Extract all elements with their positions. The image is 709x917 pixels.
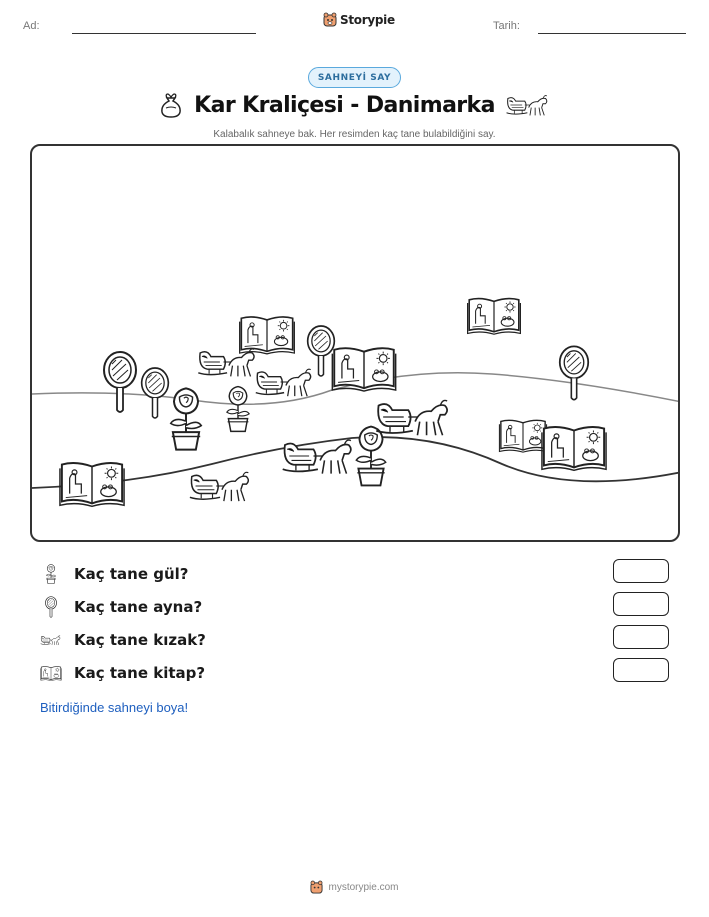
brand-logo <box>323 12 395 28</box>
title-row <box>0 92 709 118</box>
book-4 <box>499 420 546 452</box>
page-title: Kar Kraliçesi - Danimarka <box>194 92 495 118</box>
name-line[interactable] <box>72 33 256 34</box>
sack-icon <box>158 92 184 118</box>
rose-1 <box>171 388 202 449</box>
book-2 <box>332 348 395 391</box>
sleigh-4 <box>283 440 351 474</box>
mirror-4 <box>560 346 588 399</box>
footer <box>0 880 709 895</box>
sleigh-3 <box>376 400 447 435</box>
scene-drawing <box>32 146 680 542</box>
bear-logo-icon <box>323 12 337 28</box>
question-row-rose <box>40 562 189 586</box>
question-label: Kaç tane ayna? <box>74 598 203 616</box>
sleigh-title-icon <box>505 92 551 118</box>
date-label: Tarih: <box>493 20 520 32</box>
footer-url[interactable]: mystorypie.com <box>328 882 399 893</box>
rose-pot-icon <box>40 563 62 585</box>
rose-3 <box>356 427 385 486</box>
rose-2 <box>227 387 249 432</box>
mirror-icon <box>40 596 62 618</box>
mirror-2 <box>142 368 169 418</box>
mirror-3 <box>308 326 335 376</box>
bear-footer-icon <box>310 880 323 895</box>
counting-scene <box>30 144 680 542</box>
sleigh-2 <box>256 369 311 396</box>
answer-box-sleigh[interactable] <box>613 625 669 649</box>
question-label: Kaç tane gül? <box>74 565 189 583</box>
book-icon <box>40 662 62 684</box>
book-1 <box>240 317 295 354</box>
sleigh-1 <box>198 349 254 376</box>
name-label: Ad: <box>23 20 40 32</box>
instructions: Kalabalık sahneye bak. Her resimden kaç tane bulabildiğini say. <box>213 129 496 140</box>
mirror-1 <box>104 352 136 412</box>
brand-name: Storypie <box>340 13 395 27</box>
answer-box-rose[interactable] <box>613 559 669 583</box>
question-label: Kaç tane kitap? <box>74 664 206 682</box>
question-row-mirror <box>40 595 202 619</box>
book-3 <box>468 299 521 335</box>
book-5 <box>542 427 606 470</box>
question-label: Kaç tane kızak? <box>74 631 206 649</box>
sleigh-icon <box>40 629 62 651</box>
answer-box-mirror[interactable] <box>613 592 669 616</box>
answer-box-book[interactable] <box>613 658 669 682</box>
sleigh-5 <box>190 472 248 501</box>
activity-badge: SAHNEYİ SAY <box>308 67 401 88</box>
question-row-book <box>40 661 205 685</box>
question-row-sleigh <box>40 628 206 652</box>
book-6 <box>60 463 124 506</box>
date-line[interactable] <box>538 33 686 34</box>
finish-instruction: Bitirdiğinde sahneyi boya! <box>40 700 189 715</box>
